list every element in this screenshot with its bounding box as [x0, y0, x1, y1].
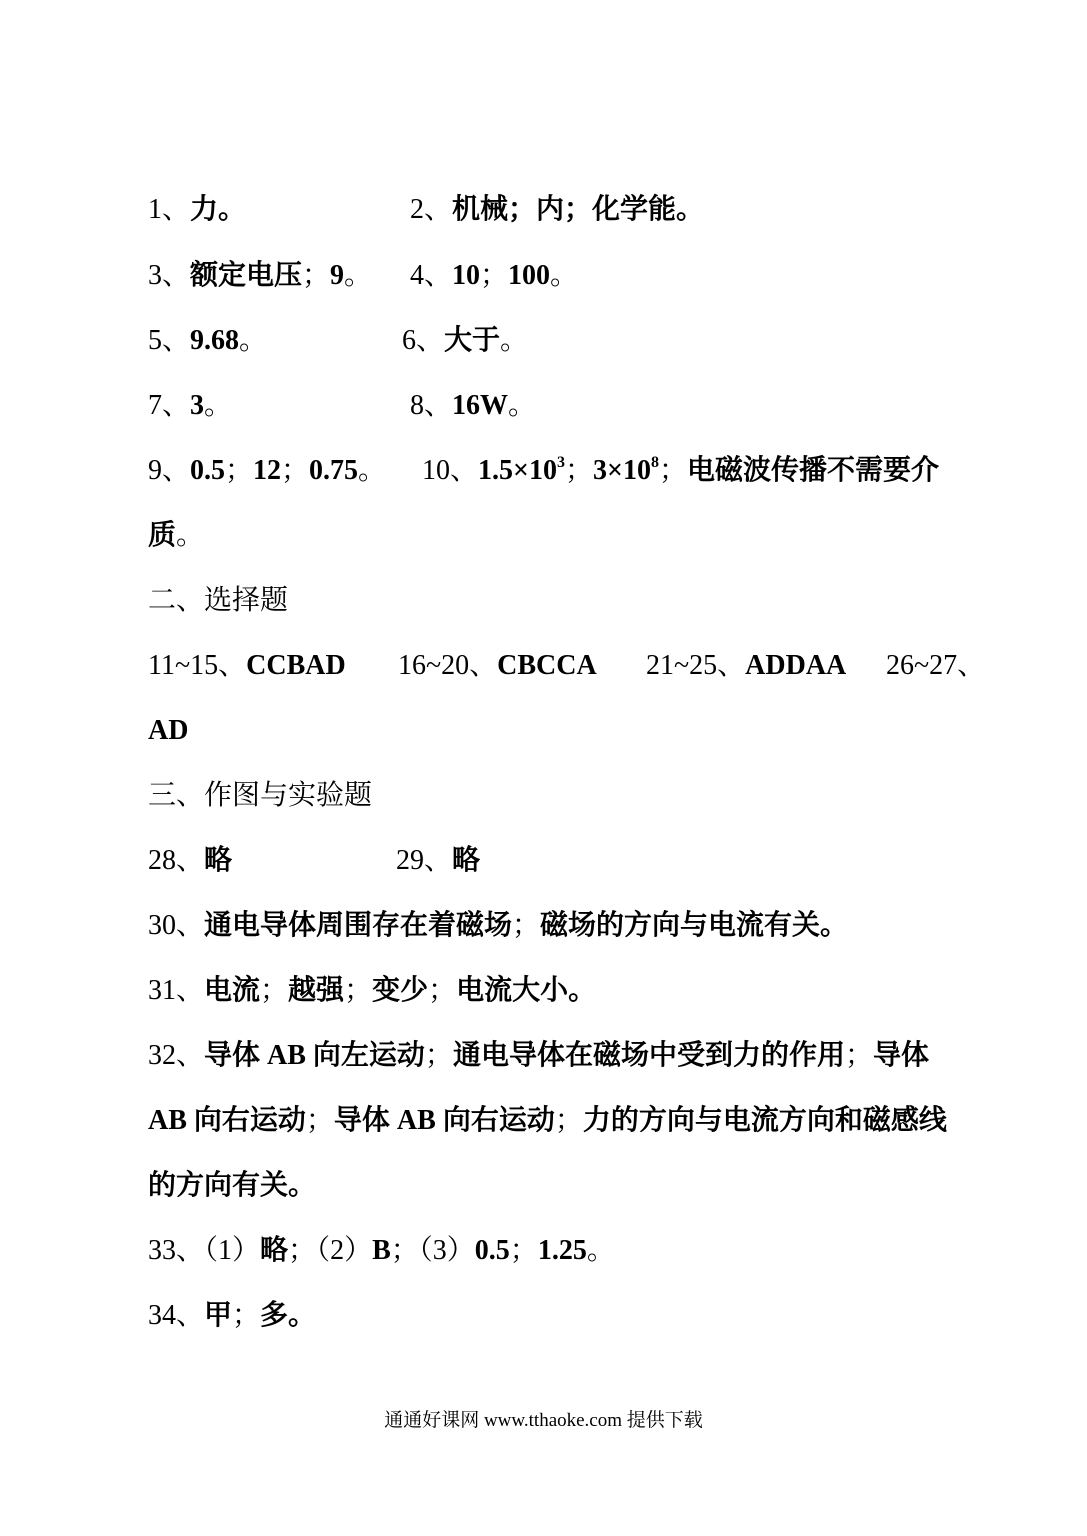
answer-q2: 2、机械；内；化学能。: [410, 194, 705, 225]
answer-q5: 5、9.68。: [148, 325, 268, 356]
answer-q10: 10、$1.5\times 10^3$；$3\times 10^8$；电磁波传播不需要介: [422, 453, 939, 486]
answer-q3: 3、额定电压；9。: [148, 260, 373, 291]
answer-q10-continued: 质。: [148, 520, 205, 551]
answer-q29: 29、略: [396, 845, 481, 876]
answer-q8: 8、16W。: [410, 390, 537, 421]
answer-q28: 28、略: [148, 845, 233, 876]
choice-group-16-20: 16~20、CBCCA: [398, 650, 597, 681]
answer-q7: 7、3。: [148, 390, 233, 421]
choice-group-26-27: 26~27、: [886, 650, 986, 681]
answer-q4: 4、10；100。: [410, 260, 579, 291]
answer-q9: 9、0.5；12；0.75。: [148, 455, 387, 486]
answer-q6: 6、大于。: [402, 325, 529, 356]
choice-group-21-25: 21~25、ADDAA: [646, 650, 847, 681]
choice-group-26-27-answer: AD: [148, 715, 189, 746]
choice-group-11-15: 11~15、CCBAD: [148, 650, 346, 681]
page-footer: 通通好课网 www.tthaoke.com 提供下载: [384, 1410, 703, 1431]
answer-q1: 1、力。: [148, 194, 247, 225]
